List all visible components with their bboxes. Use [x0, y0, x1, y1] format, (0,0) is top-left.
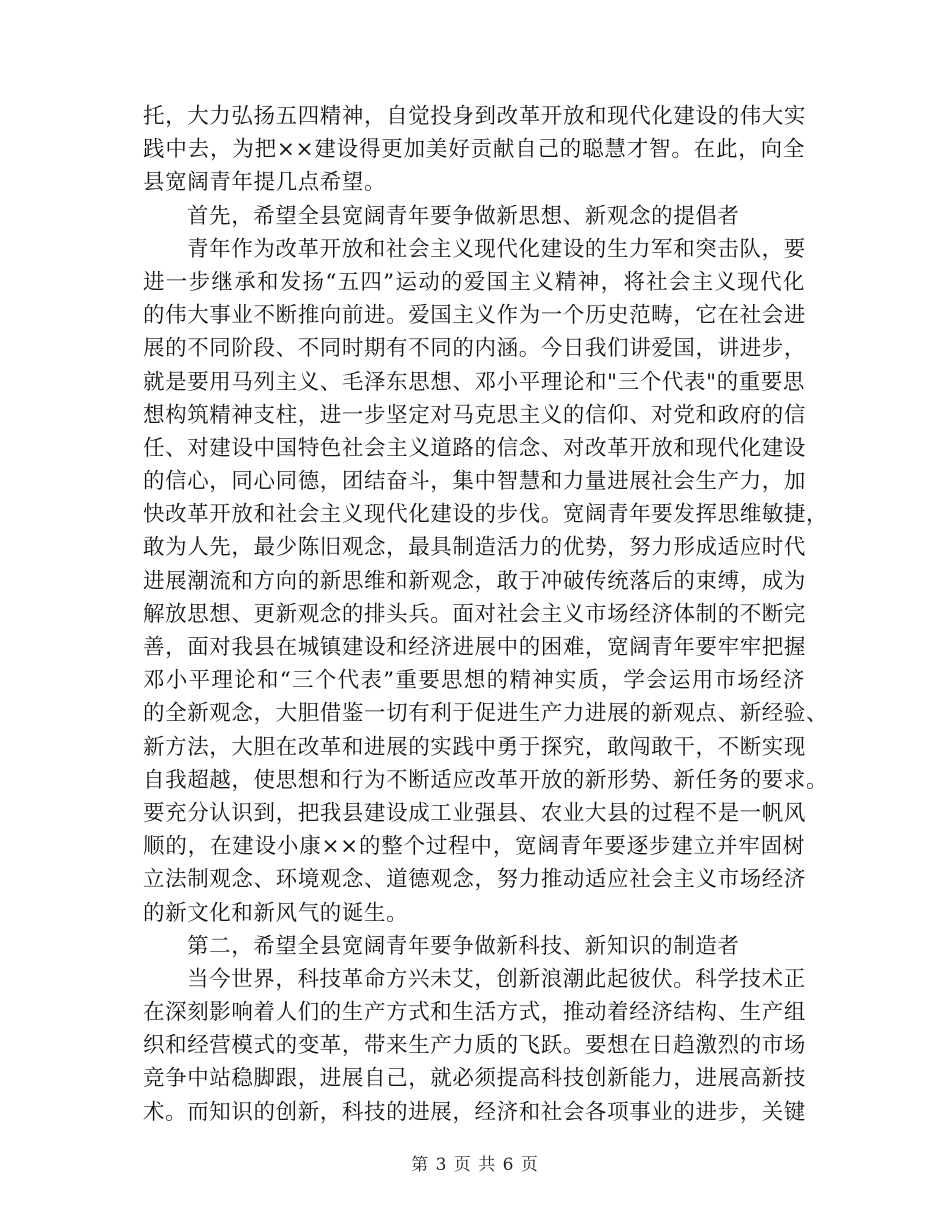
- text-line: 进展潮流和方向的新思维和新观念，敢于冲破传统落后的束缚，成为: [143, 568, 807, 594]
- text-line: 县宽阔青年提几点希望。: [143, 170, 387, 196]
- text-line: 解放思想、更新观念的排头兵。面对社会主义市场经济体制的不断完: [143, 601, 807, 627]
- text-line: 第二，希望全县宽阔青年要争做新科技、新知识的制造者: [187, 933, 740, 959]
- text-line: 自我超越，使思想和行为不断适应改革开放的新形势、新任务的要求。: [143, 767, 829, 793]
- text-line: 托，大力弘扬五四精神，自觉投身到改革开放和现代化建设的伟大实: [143, 104, 807, 129]
- text-line: 的全新观念，大胆借鉴一切有利于促进生产力进展的新观点、新经验、: [143, 701, 829, 727]
- text-line: 进一步继承和发扬“五四”运动的爱国主义精神，将社会主义现代化: [143, 269, 805, 295]
- text-line: 当今世界，科技革命方兴未艾，创新浪潮此起彼伏。科学技术正: [187, 966, 806, 992]
- text-line: 践中去，为把××建设得更加美好贡献自己的聪慧才智。在此，向全: [143, 137, 805, 163]
- text-line: 的伟大事业不断推向前进。爱国主义作为一个历史范畴，它在社会进: [143, 303, 807, 329]
- text-line: 邓小平理论和“三个代表”重要思想的精神实质，学会运用市场经济: [143, 668, 805, 694]
- text-line: 在深刻影响着人们的生产方式和生活方式，推动着经济结构、生产组: [143, 1000, 807, 1026]
- text-line: 首先，希望全县宽阔青年要争做新思想、新观念的提倡者: [187, 203, 740, 229]
- text-line: 竞争中站稳脚跟，进展自己，就必须提高科技创新能力，进展高新技: [143, 1066, 807, 1092]
- text-line: 新方法，大胆在改革和进展的实践中勇于探究，敢闯敢干，不断实现: [143, 734, 807, 760]
- text-line: 立法制观念、环境观念、道德观念，努力推动适应社会主义市场经济: [143, 867, 807, 893]
- text-line: 善，面对我县在城镇建设和经济进展中的困难，宽阔青年要牢牢把握: [143, 635, 807, 660]
- text-line: 快改革开放和社会主义现代化建设的步伐。宽阔青年要发挥思维敏捷，: [143, 502, 829, 528]
- text-line: 顺的，在建设小康××的整个过程中，宽阔青年要逐步建立并牢固树: [143, 834, 805, 860]
- text-line: 要充分认识到，把我县建设成工业强县、农业大县的过程不是一帆风: [143, 800, 807, 826]
- text-line: 青年作为改革开放和社会主义现代化建设的生力军和突击队，要: [187, 236, 806, 262]
- page-footer: 第 3 页 共 6 页: [411, 1155, 539, 1175]
- body-text: [143, 100, 829, 1129]
- text-line: 织和经营模式的变革，带来生产力质的飞跃。要想在日趋激烈的市场: [143, 1033, 807, 1059]
- text-line: 展的不同阶段、不同时期有不同的内涵。今日我们讲爱国，讲进步，: [143, 336, 807, 362]
- text-line: 任、对建设中国特色社会主义道路的信念、对改革开放和现代化建设: [143, 435, 807, 461]
- text-line: 想构筑精神支柱，进一步坚定对马克思主义的信仰、对党和政府的信: [143, 402, 807, 428]
- text-line: 的信心，同心同德，团结奋斗，集中智慧和力量进展社会生产力，加: [143, 469, 807, 495]
- text-line: 术。而知识的创新，科技的进展，经济和社会各项事业的进步，关键: [143, 1099, 807, 1125]
- text-line: 就是要用马列主义、毛泽东思想、邓小平理论和"三个代表"的重要思: [143, 369, 805, 395]
- text-line: 敢为人先，最少陈旧观念，最具制造活力的优势，努力形成适应时代: [143, 535, 807, 561]
- text-line: 的新文化和新风气的诞生。: [143, 900, 409, 926]
